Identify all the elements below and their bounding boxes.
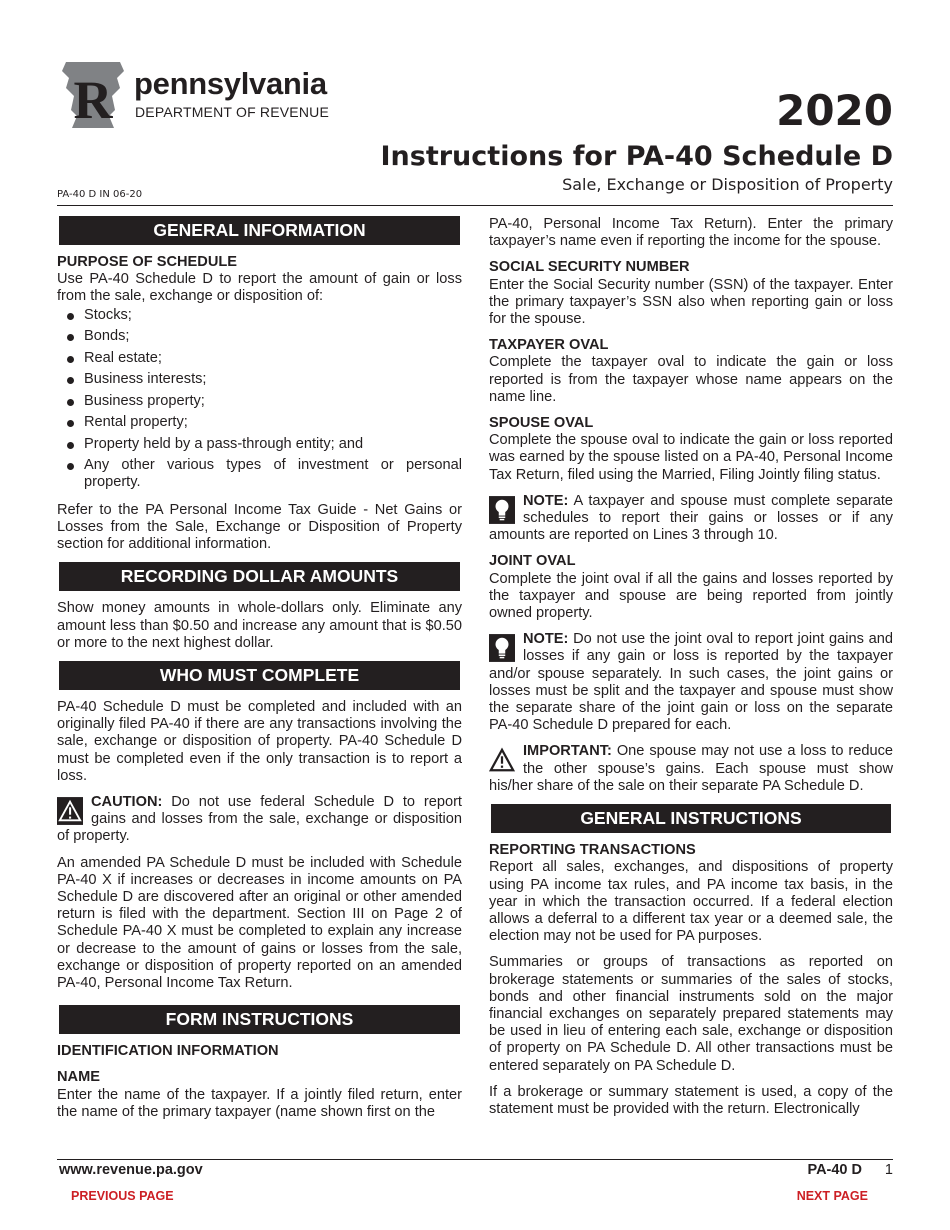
- page-number: 1: [884, 1162, 893, 1178]
- list-item: Business interests;: [57, 371, 462, 388]
- heading-reporting-transactions: REPORTING TRANSACTIONS: [489, 842, 696, 859]
- heading-taxpayer-oval: TAXPAYER OVAL: [489, 337, 609, 354]
- note-text: A taxpayer and spouse must complete separate schedules to report their gains or losses or if any amounts are reported on Lines 3 through 10.: [489, 492, 893, 544]
- joint-oval-text: Complete the joint oval if all the gains and losses reported by the taxpayer and spouse are being reported from jointly owned property.: [489, 570, 893, 622]
- note-joint-oval: [489, 631, 893, 734]
- spouse-oval-text: Complete the spouse oval to indicate the gain or loss reported was earned by the spouse listed on a PA-40, Personal Income Tax Return, filed using the Married, Filing Jointly filing status.: [489, 432, 893, 483]
- list-item: Business property;: [57, 393, 462, 410]
- note-separate-schedules: [489, 493, 893, 545]
- section-bar-general-instructions: GENERAL INSTRUCTIONS: [491, 804, 891, 833]
- footer-divider: [57, 1159, 893, 1160]
- warning-triangle-icon: [489, 745, 515, 775]
- list-item: Rental property;: [57, 414, 462, 431]
- footer-url: www.revenue.pa.gov: [59, 1162, 203, 1178]
- brokerage-text: If a brokerage or summary statement is used, a copy of the statement must be provided with the return. Electronically: [489, 1083, 893, 1117]
- keystone-logo-icon: [58, 60, 128, 130]
- refer-text: Refer to the PA Personal Income Tax Guide - Net Gains or Losses from the Sale, Exchange or Disposition of Property section for additional information.: [57, 501, 462, 553]
- section-bar-who-must-complete: WHO MUST COMPLETE: [59, 661, 460, 690]
- section-bar-form-instructions: FORM INSTRUCTIONS: [59, 1005, 460, 1034]
- left-column: [57, 216, 462, 1121]
- list-item: Real estate;: [57, 350, 462, 367]
- name-text-continued: PA-40, Personal Income Tax Return). Enter the primary taxpayer’s name even if reporting the income for the spouse.: [489, 216, 893, 250]
- list-item: Stocks;: [57, 307, 462, 324]
- reporting-text: Report all sales, exchanges, and dispositions of property using PA income tax rules, and PA income tax basis, in the year in which the transaction occurred. If a federal election allows a deferral to a different tax year or a deemed sale, the election may not be used for PA purposes.: [489, 859, 893, 945]
- summaries-text: Summaries or groups of transactions as reported on brokerage statements or summaries of the sales of stocks, bonds and other financial instruments sold on the major financial exchanges on separately prepared statements may be used in lieu of entering each sale, exchange or disposition of property on PA Schedule D. All other transactions must be entered separately on PA Schedule D.: [489, 954, 893, 1074]
- brand-name: pennsylvania: [134, 66, 327, 101]
- important-text: One spouse may not use a loss to reduce the other spouse’s gains. Each spouse must show his/her share of the sale on their separate PA Schedule D.: [489, 743, 893, 794]
- page-title: Instructions for PA-40 Schedule D: [380, 141, 893, 172]
- property-type-list: [57, 307, 462, 492]
- recording-text: Show money amounts in whole-dollars only. Eliminate any amount less than $0.50 and increase any amount that is $0.50 or more to the next highest dollar.: [57, 600, 462, 651]
- note-text: Do not use the joint oval to report joint gains and losses if any gain or loss is reported by the taxpayer and/or spouse separately. In such cases, the joint gains or losses must be split and the taxpayer and spouse must show the separate share of the joint gain or loss on the separate PA-40 Schedule D prepared for each.: [489, 631, 893, 734]
- logo-letter: R: [73, 70, 113, 130]
- section-bar-general-information: GENERAL INFORMATION: [59, 216, 460, 245]
- heading-name: NAME: [57, 1069, 100, 1086]
- tax-year: 2020: [776, 86, 893, 135]
- header-divider: [57, 205, 893, 206]
- heading-joint-oval: JOINT OVAL: [489, 553, 576, 570]
- purpose-text: Use PA-40 Schedule D to report the amount of gain or loss from the sale, exchange or disposition of:: [57, 271, 462, 305]
- warning-triangle-icon: [57, 796, 83, 826]
- caution-label: CAUTION:: [91, 794, 163, 811]
- brand-department: DEPARTMENT OF REVENUE: [135, 104, 330, 120]
- important-note: [489, 743, 893, 795]
- list-item: Any other various types of investment or personal property.: [57, 457, 462, 491]
- note-label: NOTE:: [523, 631, 569, 648]
- lightbulb-icon: [489, 633, 515, 663]
- footer-form-code: PA-40 D: [807, 1162, 862, 1178]
- section-bar-recording-dollar-amounts: RECORDING DOLLAR AMOUNTS: [59, 562, 460, 591]
- heading-social-security-number: SOCIAL SECURITY NUMBER: [489, 259, 690, 276]
- page-subtitle: Sale, Exchange or Disposition of Property: [562, 175, 893, 194]
- caution-note: [57, 794, 462, 846]
- caution-text: Do not use federal Schedule D to report gains and losses from the sale, exchange or disposition of property.: [57, 794, 462, 845]
- ssn-text: Enter the Social Security number (SSN) of the taxpayer. Enter the primary taxpayer’s SSN also when reporting gain or loss for the spouse.: [489, 276, 893, 328]
- next-page-link[interactable]: NEXT PAGE: [796, 1189, 868, 1203]
- name-text: Enter the name of the taxpayer. If a jointly filed return, enter the name of the primary taxpayer (name shown first on the: [57, 1086, 462, 1120]
- important-label: IMPORTANT:: [523, 743, 612, 760]
- list-item: Bonds;: [57, 328, 462, 345]
- taxpayer-oval-text: Complete the taxpayer oval to indicate the gain or loss reported is from the taxpayer whose name appears on the name line.: [489, 354, 893, 405]
- right-column: [489, 216, 893, 1118]
- list-item: Property held by a pass-through entity; and: [57, 436, 462, 453]
- heading-identification-information: IDENTIFICATION INFORMATION: [57, 1043, 279, 1060]
- note-label: NOTE:: [523, 492, 569, 509]
- form-code: PA-40 D IN 06-20: [57, 189, 143, 200]
- lightbulb-icon: [489, 495, 515, 525]
- heading-spouse-oval: SPOUSE OVAL: [489, 415, 594, 432]
- previous-page-link[interactable]: PREVIOUS PAGE: [71, 1189, 174, 1203]
- heading-purpose-of-schedule: PURPOSE OF SCHEDULE: [57, 254, 238, 270]
- amended-text: An amended PA Schedule D must be included with Schedule PA-40 X if increases or decreases in income amounts on PA Schedule D are discovered after an original or other amended return is filed with the department. Section III on Page 2 of Schedule PA-40 X must be completed to explain any increase or decrease to the amount of gains or losses from the sale, exchange or disposition of property reported on an amended PA-40, Personal Income Tax Return.: [57, 854, 462, 992]
- who-must-complete-text: PA-40 Schedule D must be completed and included with an originally filed PA-40 if there are any transactions involving the sale, exchange or disposition of property. PA-40 Schedule D must be completed even if the only transaction is to report a loss.: [57, 699, 462, 784]
